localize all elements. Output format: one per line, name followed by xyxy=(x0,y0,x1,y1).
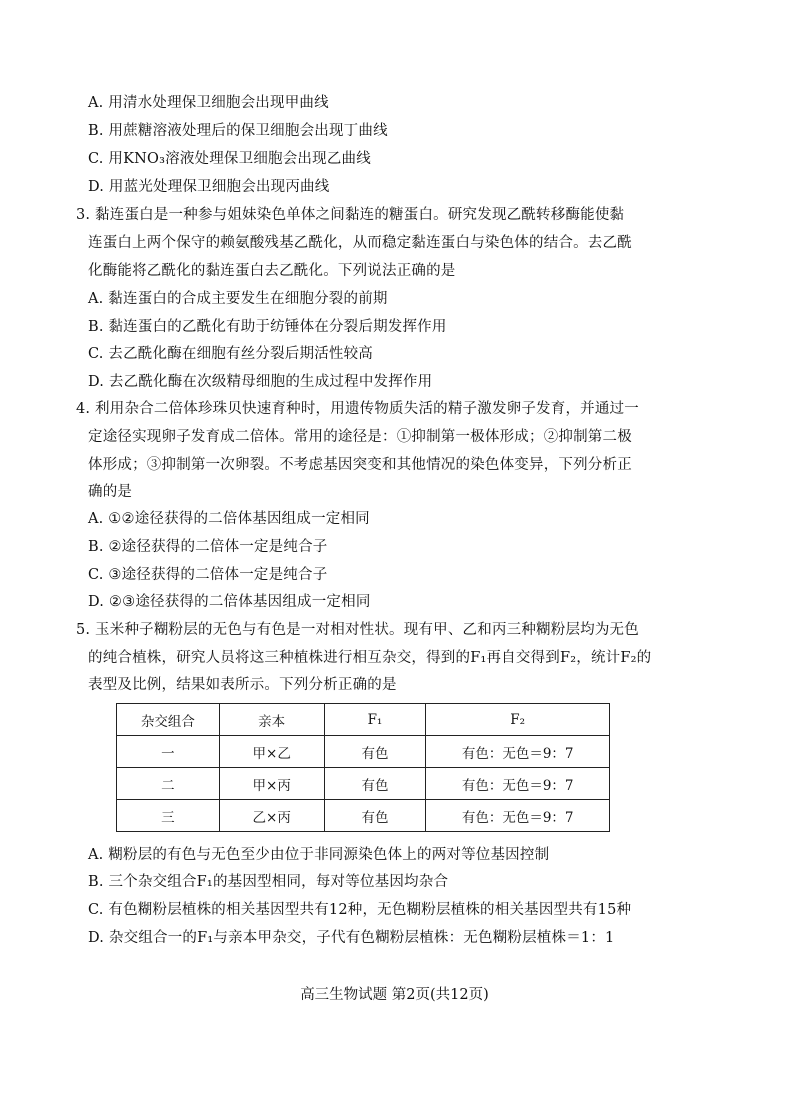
table-header-cell: 杂交组合 xyxy=(117,704,220,736)
q5-option-c: C. 有色糊粉层植株的相关基因型共有12种，无色糊粉层植株的相关基因型共有15种 xyxy=(88,902,632,918)
table-row xyxy=(117,768,610,800)
table-row xyxy=(117,736,610,768)
q3-stem-line: 连蛋白上两个保守的赖氨酸残基乙酰化，从而稳定黏连蛋白与染色体的结合。去乙酰 xyxy=(88,235,632,251)
table-cell: 乙×丙 xyxy=(219,800,324,832)
table-cell: 一 xyxy=(117,736,220,768)
q3-option-d: D. 去乙酰化酶在次级精母细胞的生成过程中发挥作用 xyxy=(88,374,433,390)
table-cell: 有色：无色＝9：7 xyxy=(426,800,610,832)
table-cell: 三 xyxy=(117,800,220,832)
q5-option-b: B. 三个杂交组合F₁的基因型相同，每对等位基因均杂合 xyxy=(88,874,449,890)
table-header-row xyxy=(117,704,610,736)
table-cell: 有色 xyxy=(324,736,426,768)
table-cell: 甲×乙 xyxy=(219,736,324,768)
q4-option-c: C. ③途径获得的二倍体一定是纯合子 xyxy=(88,567,328,583)
q2-option-d: D. 用蓝光处理保卫细胞会出现丙曲线 xyxy=(88,179,330,195)
q3-stem-line: 化酶能将乙酰化的黏连蛋白去乙酰化。下列说法正确的是 xyxy=(88,263,456,279)
cross-results-table xyxy=(116,703,610,832)
page-footer: 高三生物试题 第2页(共12页) xyxy=(300,987,489,1003)
q2-option-a: A. 用清水处理保卫细胞会出现甲曲线 xyxy=(88,95,329,111)
table-header-cell: F₂ xyxy=(426,704,610,736)
q2-option-c: C. 用KNO₃溶液处理保卫细胞会出现乙曲线 xyxy=(88,151,371,167)
q4-stem-line: 定途径实现卵子发育成二倍体。常用的途径是：①抑制第一极体形成；②抑制第二极 xyxy=(88,429,632,445)
table-cell: 有色 xyxy=(324,800,426,832)
table-header-cell: 亲本 xyxy=(219,704,324,736)
q5-stem-line: 的纯合植株，研究人员将这三种植株进行相互杂交，得到的F₁再自交得到F₂，统计F₂的 xyxy=(88,650,652,666)
q5-stem-line: 5. 玉米种子糊粉层的无色与有色是一对相对性状。现有甲、乙和丙三种糊粉层均为无色 xyxy=(76,622,639,638)
q5-stem-line: 表型及比例，结果如表所示。下列分析正确的是 xyxy=(88,677,397,693)
q5-option-d: D. 杂交组合一的F₁与亲本甲杂交，子代有色糊粉层植株：无色糊粉层植株＝1：1 xyxy=(88,930,615,946)
table-header-cell: F₁ xyxy=(324,704,426,736)
table-cell: 二 xyxy=(117,768,220,800)
table-cell: 有色：无色＝9：7 xyxy=(426,768,610,800)
q3-option-c: C. 去乙酰化酶在细胞有丝分裂后期活性较高 xyxy=(88,346,373,362)
q4-option-b: B. ②途径获得的二倍体一定是纯合子 xyxy=(88,539,328,555)
q3-option-a: A. 黏连蛋白的合成主要发生在细胞分裂的前期 xyxy=(88,291,388,307)
q4-option-d: D. ②③途径获得的二倍体基因组成一定相同 xyxy=(88,594,371,610)
q4-stem-line: 4. 利用杂合二倍体珍珠贝快速育种时，用遗传物质失活的精子激发卵子发育，并通过一 xyxy=(76,401,639,417)
q3-option-b: B. 黏连蛋白的乙酰化有助于纺锤体在分裂后期发挥作用 xyxy=(88,319,447,335)
q2-option-b: B. 用蔗糖溶液处理后的保卫细胞会出现丁曲线 xyxy=(88,123,388,139)
table-row xyxy=(117,800,610,832)
table-cell: 有色 xyxy=(324,768,426,800)
table-cell: 有色：无色＝9：7 xyxy=(426,736,610,768)
q5-option-a: A. 糊粉层的有色与无色至少由位于非同源染色体上的两对等位基因控制 xyxy=(88,847,550,863)
table-cell: 甲×丙 xyxy=(219,768,324,800)
q4-stem-line: 体形成；③抑制第一次卵裂。不考虑基因突变和其他情况的染色体变异，下列分析正 xyxy=(88,457,632,473)
q3-stem-line: 3. 黏连蛋白是一种参与姐妹染色单体之间黏连的糖蛋白。研究发现乙酰转移酶能使黏 xyxy=(76,207,625,223)
q4-option-a: A. ①②途径获得的二倍体基因组成一定相同 xyxy=(88,511,370,527)
q4-stem-line: 确的是 xyxy=(88,484,133,500)
